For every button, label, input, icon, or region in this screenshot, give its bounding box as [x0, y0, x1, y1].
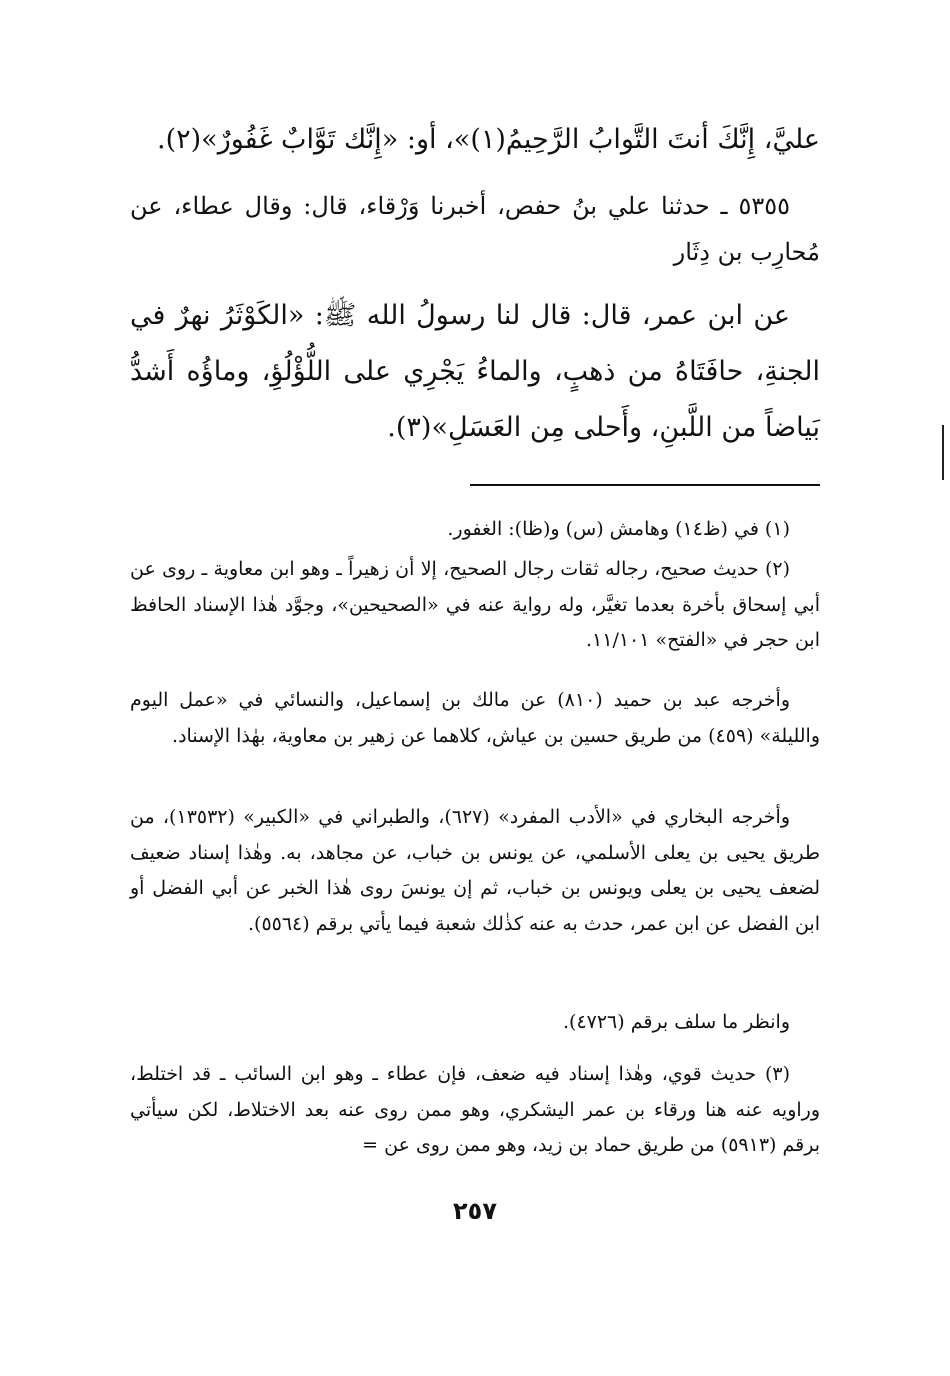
page-edge-mark — [942, 425, 944, 480]
page-number: ٢٥٧ — [453, 1197, 497, 1225]
hadith-ending-line: عليَّ، إِنَّكَ أنتَ التَّوابُ الرَّحِيمُ(١)»، أو: «إِنَّك تَوَّابٌ غَفُورٌ»(٢). — [157, 124, 820, 155]
footnote-3: (٣) حديث قوي، وهٰذا إسناد فيه ضعف، فإن عطاء ـ وهو ابن السائب ـ قد اختلط، وراويه عنه هنا ورقاء بن عمر اليشكري، وهو ممن روى عنه بعد الاختلاط، لكن سيأتي برقم (٥٩١٣) من طريق حماد بن زيد، وهو ممن روى عن = — [130, 1063, 820, 1156]
footnote-2-paragraph-2: وأخرجه عبد بن حميد (٨١٠) عن مالك بن إسماعيل، والنسائي في «عمل اليوم والليلة» (٤٥٩) من طريق حسين بن عياش، كلاهما عن زهير بن معاوية، بهٰذا الإسناد. — [130, 689, 820, 747]
footnote-1: (١) في (ظ١٤) وهامش (س) و(ظا): الغفور. — [447, 518, 790, 540]
footnote-separator — [470, 484, 820, 486]
hadith-isnad: ٥٣٥٥ ـ حدثنا علي بنُ حفص، أخبرنا وَرْقاء، قال: وقال عطاء، عن مُحارِب بن دِثَار — [130, 192, 820, 266]
footnote-2-paragraph-3: وأخرجه البخاري في «الأدب المفرد» (٦٢٧)، والطبراني في «الكبير» (١٣٥٣٢)، من طريق يحيى بن يعلى الأسلمي، عن يونس بن خباب، عن مجاهد، به. وهٰذا إسناد ضعيف لضعف يحيى بن يعلى ويونس بن خباب، ثم إن يونسَ روى هٰذا الخبر عن أبي الفضل أو ابن الفضل عن ابن عمر، حدث به عنه كذٰلك شعبة فيما يأتي برقم (٥٥٦٤). — [130, 806, 820, 935]
hadith-matn: عن ابن عمر، قال: قال لنا رسولُ الله ﷺ: «الكَوْثَرُ نهرٌ في الجنةِ، حافَتَاهُ من ذهبٍ، والماءُ يَجْرِي على اللُّؤْلُؤِ، وماؤُه أَشدُّ بَياضاً من اللَّبنِ، وأَحلى مِن العَسَلِ»(٣). — [130, 300, 820, 443]
footnote-2-paragraph-1: (٢) حديث صحيح، رجاله ثقات رجال الصحيح، إلا أن زهيراً ـ وهو ابن معاوية ـ روى عن أبي إسحاق بأخرة بعدما تغيَّر، وله رواية عنه في «الصحيحين»، وجوَّد هٰذا الإسناد الحافظ ابن حجر في «الفتح» ١١/١٠١. — [130, 558, 820, 651]
footnote-2-paragraph-4: وانظر ما سلف برقم (٤٧٢٦). — [562, 1011, 790, 1033]
